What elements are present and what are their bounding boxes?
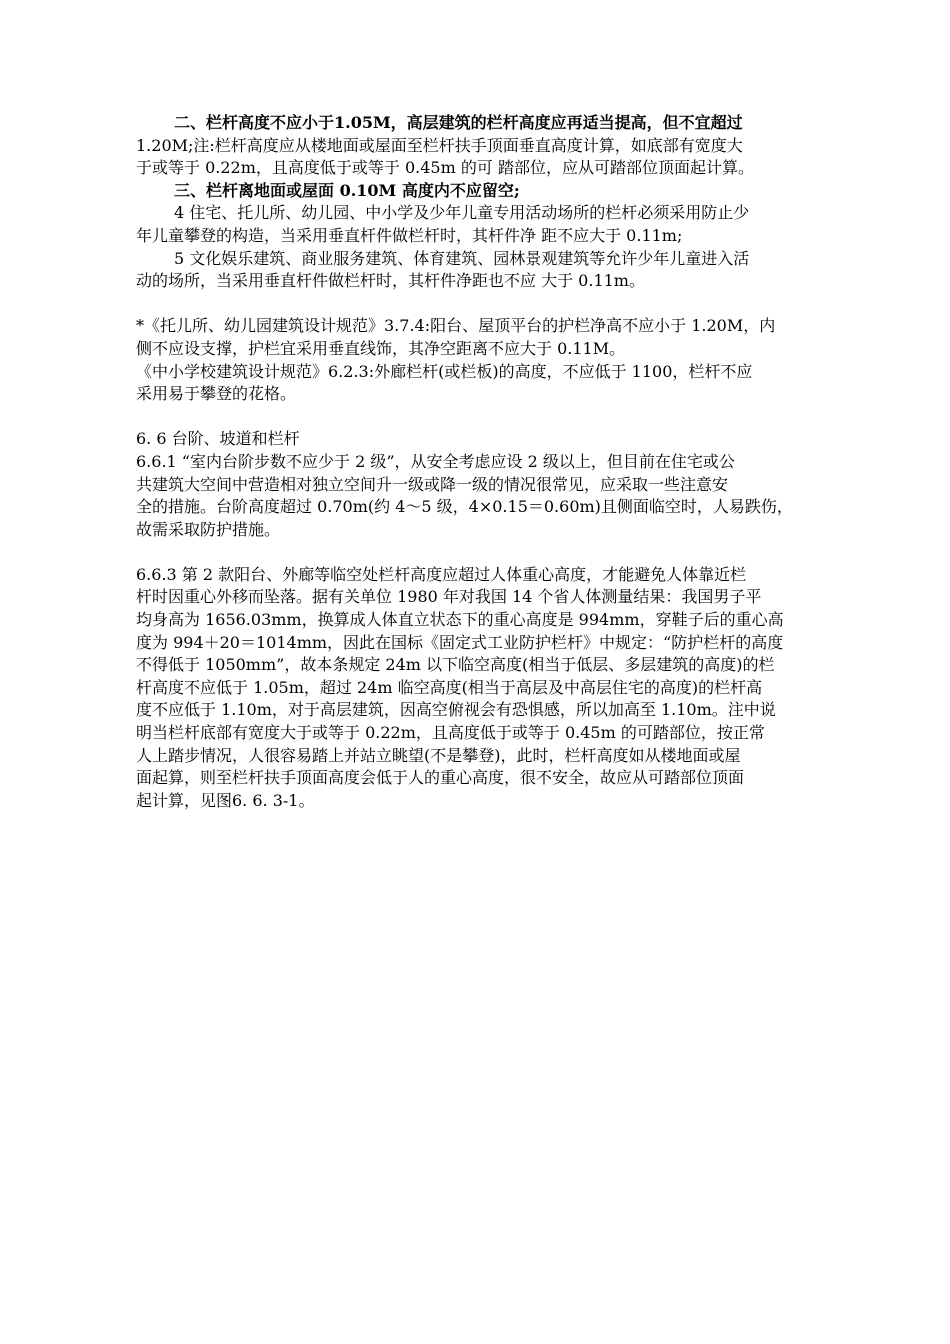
paragraph-line: *《托儿所、幼儿园建筑设计规范》3.7.4:阳台、屋顶平台的护栏净高不应小于 1.20M，内 — [136, 316, 776, 336]
paragraph-line: 三、栏杆离地面或屋面 0.10M 高度内不应留空; — [174, 180, 520, 200]
paragraph-line: 均身高为 1656.03mm，换算成人体直立状态下的重心高度是 994mm，穿鞋子后的重心高 — [136, 610, 784, 630]
paragraph-line: 度不应低于 1.10m，对于高层建筑，因高空俯视会有恐惧感，所以加高至 1.10m。注中说 — [136, 700, 776, 720]
paragraph-line: 人上踏步情况，人很容易踏上并站立眺望(不是攀登)，此时，栏杆高度如从楼地面或屋 — [136, 745, 741, 765]
paragraph-line: 明当栏杆底部有宽度大于或等于 0.22m，且高度低于或等于 0.45m 的可踏部位，按正常 — [136, 723, 765, 743]
blank-line — [136, 541, 856, 564]
paragraph-line: 《中小学校建筑设计规范》6.2.3:外廊栏杆(或栏板)的高度，不应低于 1100，栏杆不应 — [136, 361, 753, 381]
paragraph-line: 面起算，则至栏杆扶手顶面高度会低于人的重心高度，很不安全，故应从可踏部位顶面 — [136, 768, 745, 788]
paragraph-line: 年儿童攀登的构造，当采用垂直杆件做栏杆时，其杆件净 距不应大于 0.11m; — [136, 225, 683, 245]
paragraph-line: 起计算，见图6. 6. 3-1。 — [136, 790, 315, 810]
paragraph-line: 全的措施。台阶高度超过 0.70m(约 4～5 级，4×0.15＝0.60m)且侧面临空时，人易跌伤， — [136, 497, 793, 517]
paragraph-line: 二、栏杆高度不应小于1.05M，高层建筑的栏杆高度应再适当提高，但不宜超过 — [174, 113, 743, 132]
section-heading: 6. 6 台阶、坡道和栏杆 — [136, 429, 300, 449]
paragraph-line: 动的场所，当采用垂直杆件做栏杆时，其杆件净距也不应 大于 0.11m。 — [136, 271, 645, 291]
paragraph-line: 4 住宅、托儿所、幼儿园、中小学及少年儿童专用活动场所的栏杆必须采用防止少 — [174, 203, 750, 223]
paragraph-line: 杆高度不应低于 1.05m，超过 24m 临空高度(相当于高层及中高层住宅的高度)的栏杆高 — [136, 677, 763, 697]
paragraph-line: 5 文化娱乐建筑、商业服务建筑、体育建筑、园林景观建筑等允许少年儿童进入活 — [174, 248, 750, 268]
paragraph-line: 6.6.3 第 2 款阳台、外廊等临空处栏杆高度应超过人体重心高度，才能避免人体靠近栏 — [136, 564, 747, 584]
paragraph-line: 杆时因重心外移而坠落。据有关单位 1980 年对我国 14 个省人体测量结果：我国男子平 — [136, 587, 762, 607]
paragraph-line: 不得低于 1050mm”，故本条规定 24m 以下临空高度(相当于低层、多层建筑的高度)的栏 — [136, 655, 775, 675]
blank-line — [136, 406, 856, 429]
blank-line — [136, 293, 856, 316]
document-page — [136, 112, 856, 812]
paragraph-line: 故需采取防护措施。 — [136, 519, 281, 539]
paragraph-line: 采用易于攀登的花格。 — [136, 384, 297, 404]
paragraph-line: 6.6.1 “室内台阶步数不应少于 2 级”，从安全考虑应设 2 级以上，但目前在住宅或公 — [136, 451, 735, 471]
paragraph-line: 1.20M;注:栏杆高度应从楼地面或屋面至栏杆扶手顶面垂直高度计算，如底部有宽度大 — [136, 135, 743, 155]
paragraph-line: 侧不应设支撑，护栏宜采用垂直线饰，其净空距离不应大于 0.11M。 — [136, 338, 626, 358]
paragraph-line: 于或等于 0.22m，且高度低于或等于 0.45m 的可 踏部位，应从可踏部位顶面起计算。 — [136, 158, 754, 178]
paragraph-line: 度为 994＋20＝1014mm，因此在国标《固定式工业防护栏杆》中规定：“防护栏杆的高度 — [136, 632, 784, 652]
paragraph-line: 共建筑大空间中营造相对独立空间升一级或降一级的情况很常见，应采取一些注意安 — [136, 474, 729, 494]
